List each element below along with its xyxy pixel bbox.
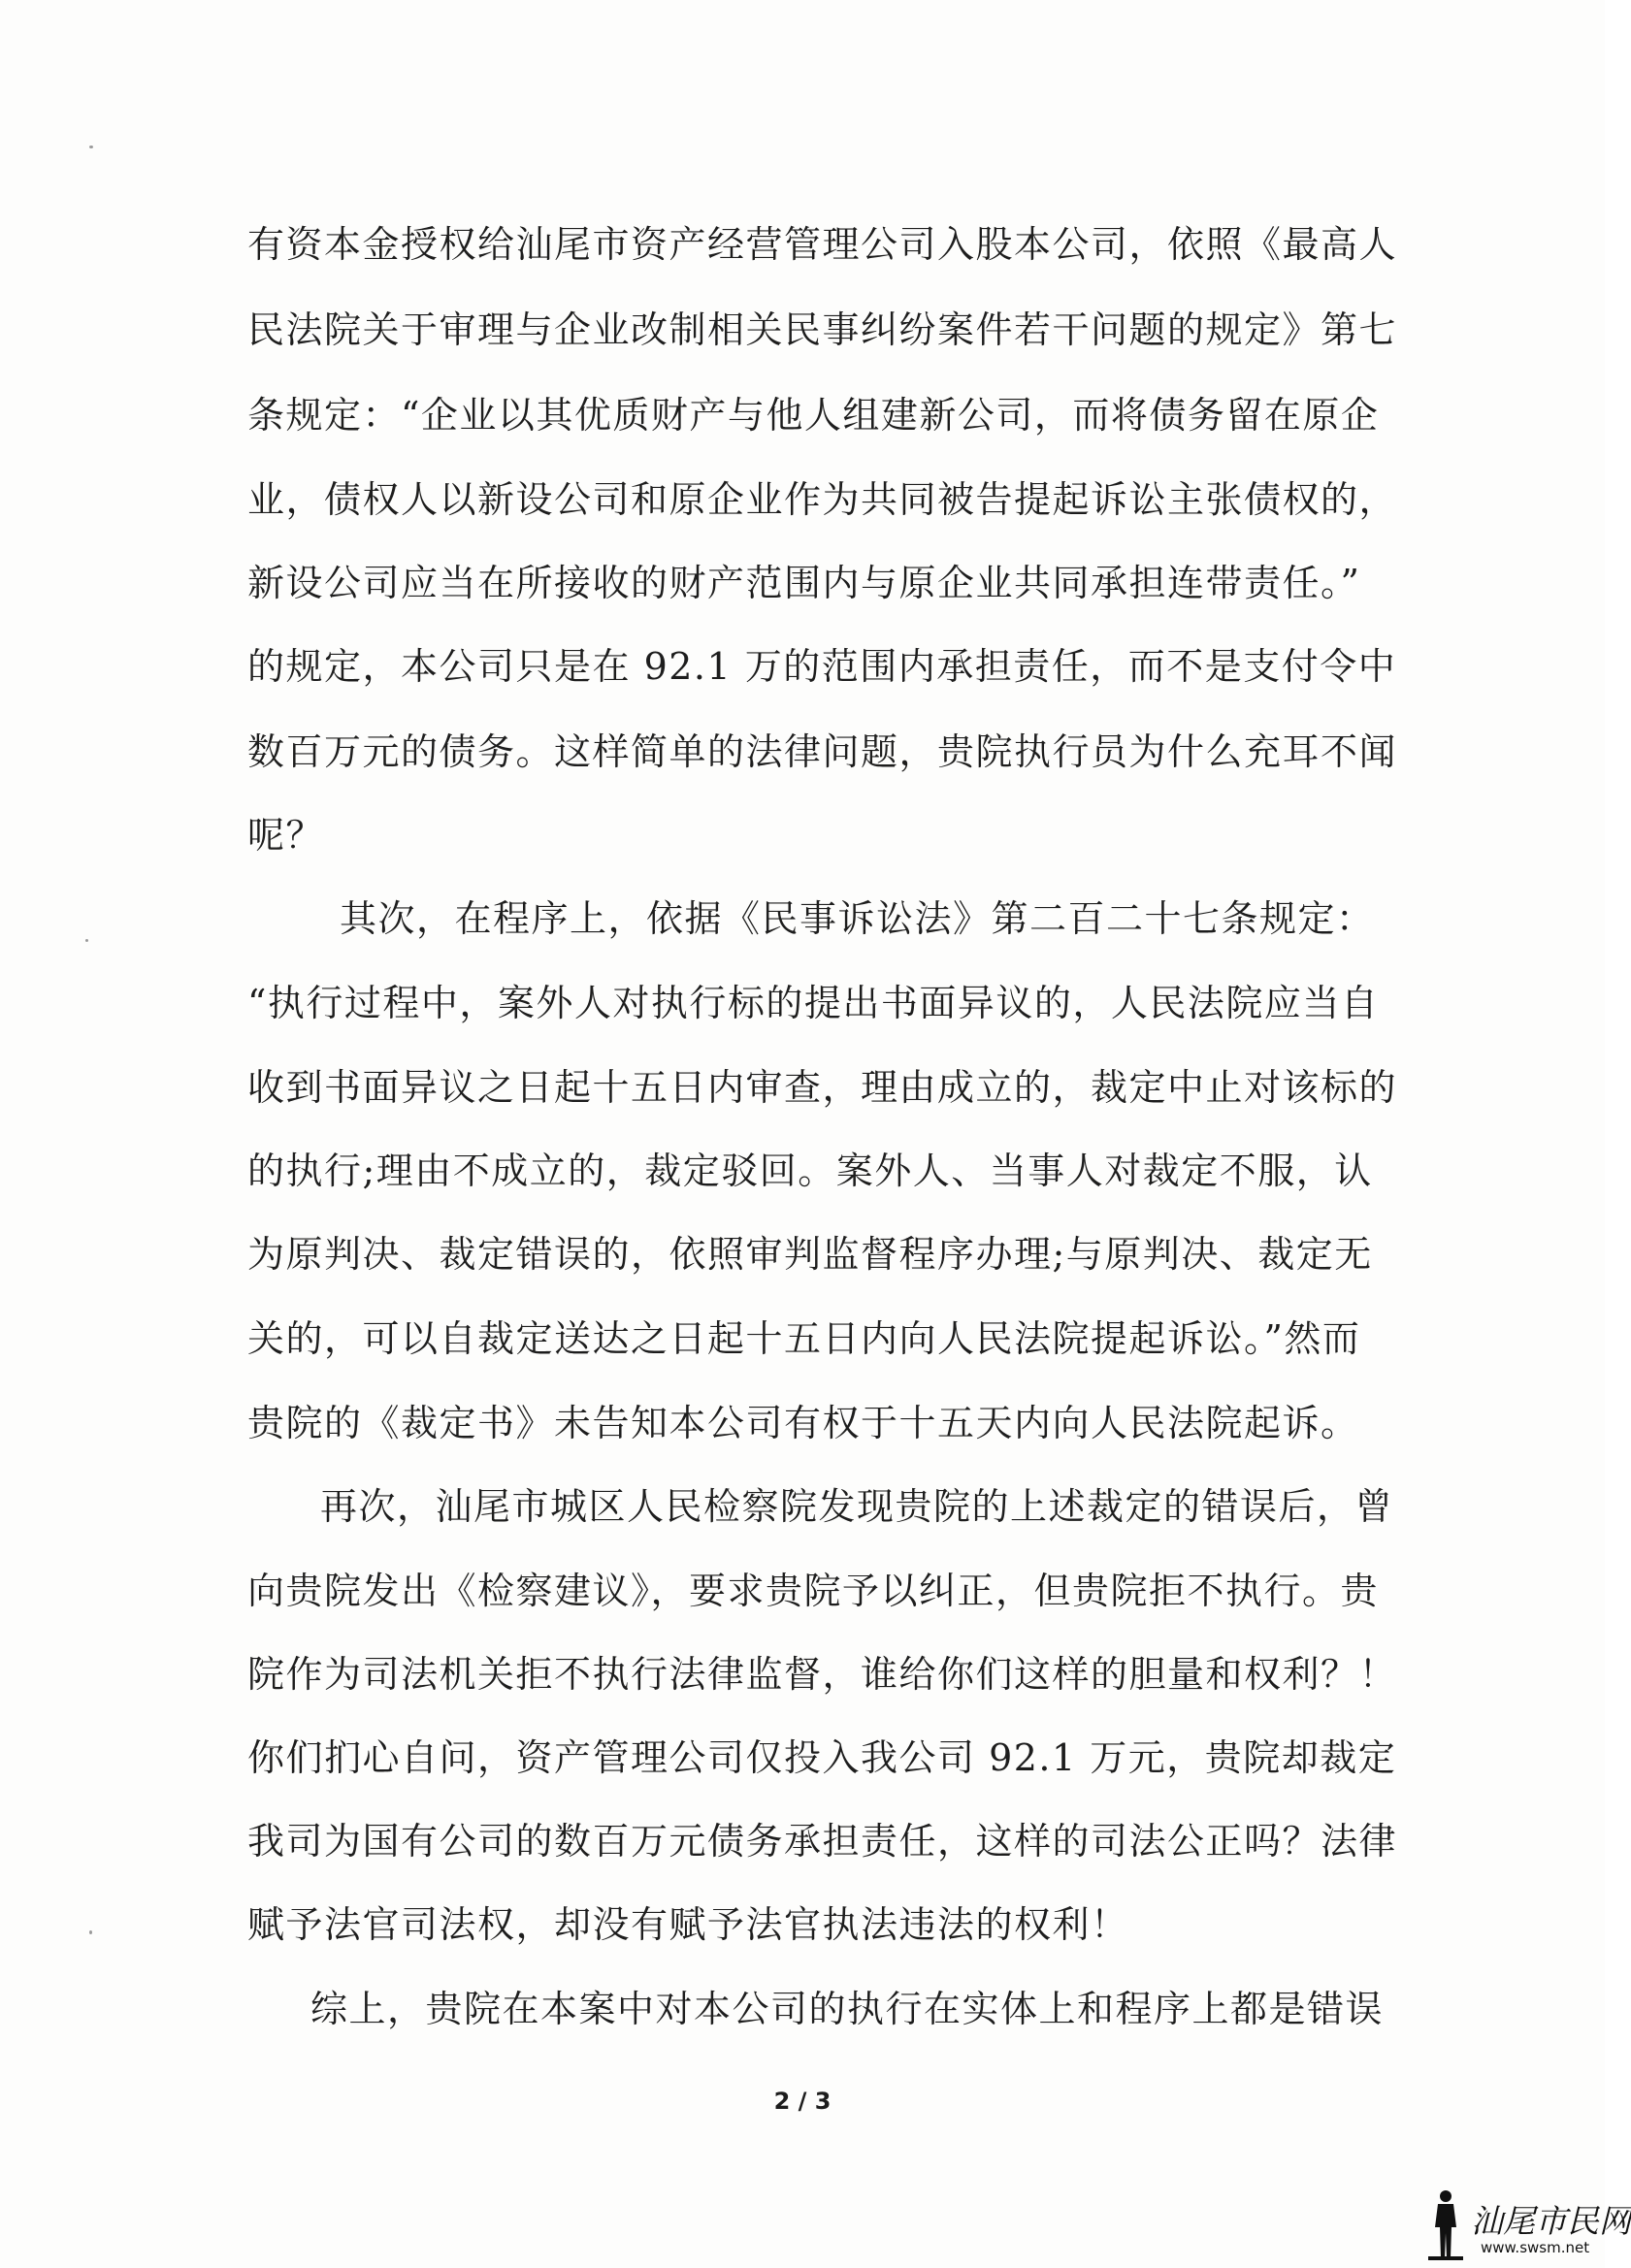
text-line-3: 条规定：“企业以其优质财产与他人组建新公司，而将债务留在原企: [247, 394, 1380, 437]
text-line-22: 综上，贵院在本案中对本公司的执行在实体上和程序上都是错误: [310, 1988, 1385, 2030]
text-line-11: 收到书面异议之日起十五日内审查，理由成立的，裁定中止对该标的: [247, 1066, 1398, 1109]
text-line-15: 贵院的《裁定书》未告知本公司有权于十五天内向人民法院起诉。: [247, 1402, 1359, 1444]
text-line-9: 其次，在程序上，依据《民事诉讼法》第二百二十七条规定：: [340, 897, 1375, 940]
text-line-10: “执行过程中，案外人对执行标的提出书面异议的，人民法院应当自: [247, 982, 1380, 1024]
page-number: 2 / 3: [773, 2088, 832, 2115]
text-line-6: 的规定，本公司只是在 92.1 万的范围内承担责任，而不是支付令中: [247, 645, 1397, 688]
text-line-5: 新设公司应当在所接收的财产范围内与原企业共同承担连带责任。”: [247, 562, 1361, 604]
scan-speck: [89, 1930, 92, 1934]
text-line-17: 向贵院发出《检察建议》，要求贵院予以纠正，但贵院拒不执行。贵: [247, 1570, 1380, 1612]
text-line-18: 院作为司法机关拒不执行法律监督，谁给你们这样的胆量和权利？！: [247, 1653, 1398, 1696]
scan-speck: [85, 939, 88, 942]
person-silhouette-icon: [1426, 2188, 1465, 2260]
text-line-2: 民法院关于审理与企业改制相关民事纠纷案件若干问题的规定》第七: [247, 308, 1398, 351]
text-line-7: 数百万元的债务。这样简单的法律问题，贵院执行员为什么充耳不闻: [247, 730, 1398, 773]
text-line-1: 有资本金授权给汕尾市资产经营管理公司入股本公司，依照《最高人: [247, 223, 1398, 266]
watermark-url: www.swsm.net: [1481, 2239, 1590, 2256]
site-watermark: [1426, 2187, 1631, 2262]
scan-speck: [89, 146, 93, 148]
text-line-20: 我司为国有公司的数百万元债务承担责任，这样的司法公正吗？法律: [247, 1820, 1398, 1863]
text-line-19: 你们扪心自问，资产管理公司仅投入我公司 92.1 万元，贵院却裁定: [247, 1736, 1397, 1779]
text-line-8: 呢？: [247, 814, 325, 857]
text-line-12: 的执行;理由不成立的，裁定驳回。案外人、当事人对裁定不服，认: [247, 1150, 1373, 1192]
text-line-13: 为原判决、裁定错误的，依照审判监督程序办理;与原判决、裁定无: [247, 1233, 1373, 1276]
text-line-16: 再次，汕尾市城区人民检察院发现贵院的上述裁定的错误后，曾: [320, 1485, 1394, 1528]
text-line-4: 业，债权人以新设公司和原企业作为共同被告提起诉讼主张债权的，: [247, 478, 1398, 521]
watermark-site-name: 汕尾市民网: [1471, 2202, 1631, 2240]
text-line-14: 关的，可以自裁定送达之日起十五日内向人民法院提起诉讼。”然而: [247, 1317, 1361, 1360]
text-line-21: 赋予法官司法权，却没有赋予法官执法违法的权利！: [247, 1903, 1129, 1946]
